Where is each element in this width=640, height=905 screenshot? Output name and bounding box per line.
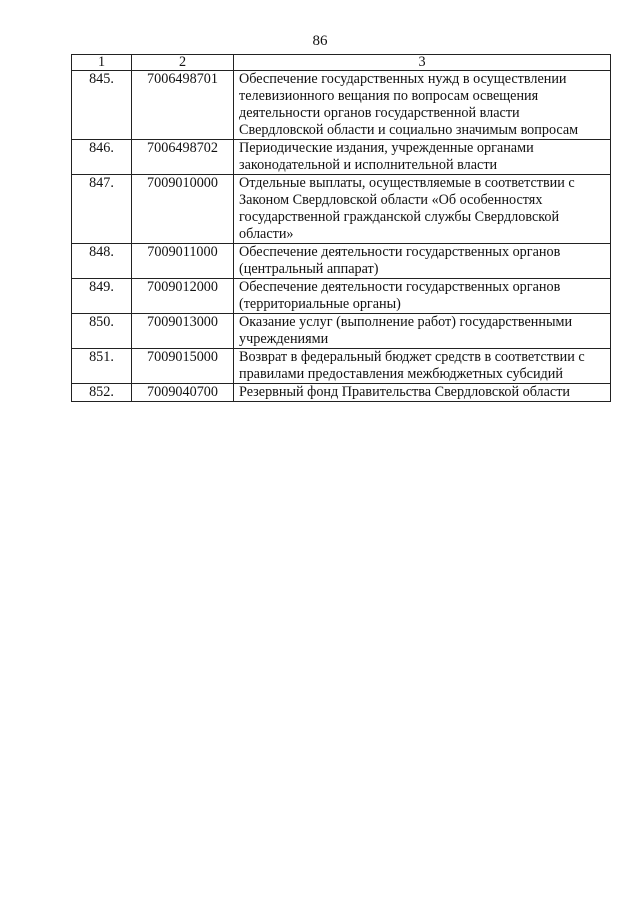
- row-description: Обеспечение деятельности государственных органов (центральный аппарат): [234, 244, 611, 279]
- row-number: 852.: [72, 384, 132, 402]
- table-row: [72, 349, 611, 384]
- table-row: [72, 140, 611, 175]
- row-description: Возврат в федеральный бюджет средств в соответствии с правилами предоставления межбюджетных субсидий: [234, 349, 611, 384]
- table-row: [72, 175, 611, 244]
- row-description: Оказание услуг (выполнение работ) государственными учреждениями: [234, 314, 611, 349]
- row-description: Резервный фонд Правительства Свердловской области: [234, 384, 611, 402]
- budget-code-table: [71, 54, 611, 402]
- table-row: [72, 71, 611, 140]
- row-code: 7009012000: [132, 279, 234, 314]
- row-code: 7009015000: [132, 349, 234, 384]
- table-row: [72, 314, 611, 349]
- column-header-1: 1: [72, 55, 132, 71]
- row-code: 7006498702: [132, 140, 234, 175]
- row-code: 7009040700: [132, 384, 234, 402]
- row-number: 845.: [72, 71, 132, 140]
- table-header-row: [72, 55, 611, 71]
- row-description: Обеспечение деятельности государственных органов (территориальные органы): [234, 279, 611, 314]
- row-code: 7009013000: [132, 314, 234, 349]
- row-number: 846.: [72, 140, 132, 175]
- row-number: 850.: [72, 314, 132, 349]
- row-code: 7006498701: [132, 71, 234, 140]
- row-number: 851.: [72, 349, 132, 384]
- table-row: [72, 244, 611, 279]
- table-row: [72, 384, 611, 402]
- row-code: 7009010000: [132, 175, 234, 244]
- row-code: 7009011000: [132, 244, 234, 279]
- column-header-3: 3: [234, 55, 611, 71]
- table-row: [72, 279, 611, 314]
- row-number: 848.: [72, 244, 132, 279]
- row-description: Периодические издания, учрежденные органами законодательной и исполнительной власти: [234, 140, 611, 175]
- row-description: Обеспечение государственных нужд в осуществлении телевизионного вещания по вопросам освещения деятельности органов государственной власти Свердловской области и социально значимым вопросам: [234, 71, 611, 140]
- page-number: 86: [312, 33, 328, 49]
- row-description: Отдельные выплаты, осуществляемые в соответствии с Законом Свердловской области «Об особенностях государственной гражданской службы Свердловской области»: [234, 175, 611, 244]
- row-number: 849.: [72, 279, 132, 314]
- column-header-2: 2: [132, 55, 234, 71]
- row-number: 847.: [72, 175, 132, 244]
